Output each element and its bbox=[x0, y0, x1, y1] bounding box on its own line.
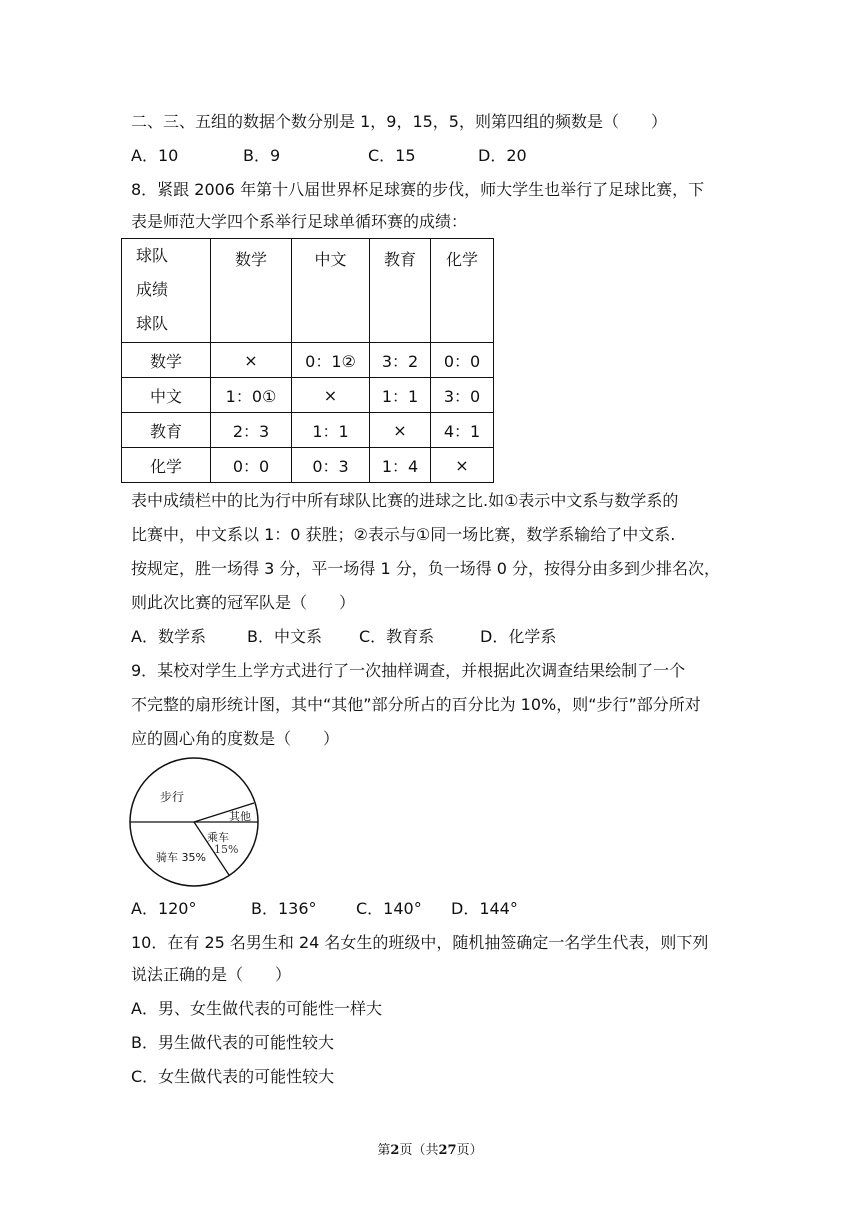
row-header-chemistry: 化学 bbox=[122, 448, 211, 483]
q8-stem-line2: 表是师范大学四个系举行足球单循环赛的成绩： bbox=[131, 212, 468, 231]
q9-option-d: D．144° bbox=[451, 899, 518, 918]
footer-mid: 页（共 bbox=[399, 1143, 439, 1158]
table-row bbox=[122, 413, 494, 448]
q7-option-a: A．10 bbox=[131, 146, 179, 165]
table-cell: 1：4 bbox=[370, 448, 431, 483]
pie-label-walk: 步行 bbox=[160, 790, 185, 804]
pie-chart bbox=[126, 752, 266, 894]
col-header-education: 教育 bbox=[370, 239, 431, 343]
table-corner-cell bbox=[122, 239, 211, 343]
table-cell: × bbox=[292, 378, 370, 413]
corner-label-score: 成绩 bbox=[136, 280, 169, 299]
table-cell: 2：3 bbox=[211, 413, 292, 448]
q8-stem-line1: 8．紧跟 2006 年第十八届世界杯足球赛的步伐，师大学生也举行了足球比赛，下 bbox=[131, 180, 705, 199]
pie-label-bus: 乘车 bbox=[207, 831, 229, 844]
row-header-chinese: 中文 bbox=[122, 378, 211, 413]
q9-stem-line1: 9．某校对学生上学方式进行了一次抽样调查，并根据此次调查结果绘制了一个 bbox=[131, 661, 686, 680]
q9-stem-line3: 应的圆心角的度数是（ ） bbox=[131, 729, 340, 748]
table-cell: 0：0 bbox=[211, 448, 292, 483]
q8-text-line3: 按规定，胜一场得 3 分，平一场得 1 分，负一场得 0 分，按得分由多到少排名次， bbox=[131, 559, 721, 578]
table-row bbox=[122, 378, 494, 413]
col-header-math: 数学 bbox=[211, 239, 292, 343]
footer-suffix: 页） bbox=[456, 1143, 483, 1158]
q10-stem-line2: 说法正确的是（ ） bbox=[131, 965, 292, 984]
footer-prefix: 第 bbox=[377, 1143, 391, 1158]
pie-label-bike: 骑车 35% bbox=[156, 851, 206, 864]
q8-option-b: B．中文系 bbox=[247, 627, 322, 646]
col-header-chemistry: 化学 bbox=[431, 239, 494, 343]
page-footer bbox=[0, 1139, 860, 1158]
q10-option-b: B．男生做代表的可能性较大 bbox=[131, 1033, 334, 1052]
table-cell: 0：3 bbox=[292, 448, 370, 483]
col-header-chinese: 中文 bbox=[292, 239, 370, 343]
table-cell: 3：0 bbox=[431, 378, 494, 413]
pie-label-other: 其他 bbox=[229, 810, 251, 823]
q8-option-c: C．教育系 bbox=[359, 627, 435, 646]
q8-text-line4: 则此次比赛的冠军队是（ ） bbox=[131, 593, 356, 612]
q9-stem-line2: 不完整的扇形统计图，其中“其他”部分所占的百分比为 10%，则“步行”部分所对 bbox=[131, 695, 701, 714]
q7-stem: 二、三、五组的数据个数分别是 1，9，15，5，则第四组的频数是（ ） bbox=[131, 112, 667, 131]
row-header-education: 教育 bbox=[122, 413, 211, 448]
q10-stem-line1: 10．在有 25 名男生和 24 名女生的班级中，随机抽签确定一名学生代表，则下列 bbox=[131, 933, 709, 952]
q7-option-c: C．15 bbox=[368, 146, 416, 165]
table-cell: 1：1 bbox=[370, 378, 431, 413]
corner-label-team-top: 球队 bbox=[136, 246, 169, 265]
score-table bbox=[121, 238, 494, 483]
table-cell: 3：2 bbox=[370, 343, 431, 378]
q9-option-b: B．136° bbox=[251, 899, 317, 918]
q9-option-a: A．120° bbox=[131, 899, 197, 918]
pie-label-bus-pct: 15% bbox=[214, 843, 239, 856]
q8-option-d: D．化学系 bbox=[480, 627, 557, 646]
table-cell: 1：0① bbox=[211, 378, 292, 413]
row-header-math: 数学 bbox=[122, 343, 211, 378]
table-row bbox=[122, 448, 494, 483]
table-cell: × bbox=[370, 413, 431, 448]
table-row bbox=[122, 343, 494, 378]
corner-label-team-left: 球队 bbox=[136, 314, 169, 333]
q7-option-d: D．20 bbox=[478, 146, 527, 165]
footer-page-number: 2 bbox=[390, 1143, 400, 1158]
table-cell: × bbox=[211, 343, 292, 378]
q8-text-line2: 比赛中，中文系以 1：0 获胜；②表示与①同一场比赛，数学系输给了中文系. bbox=[131, 525, 676, 544]
table-cell: 4：1 bbox=[431, 413, 494, 448]
q8-option-a: A．数学系 bbox=[131, 627, 206, 646]
q7-option-b: B．9 bbox=[243, 146, 281, 165]
table-cell: × bbox=[431, 448, 494, 483]
q8-text-line1: 表中成绩栏中的比为行中所有球队比赛的进球之比.如①表示中文系与数学系的 bbox=[131, 491, 679, 510]
q9-option-c: C．140° bbox=[356, 899, 422, 918]
footer-total-pages: 27 bbox=[438, 1143, 457, 1158]
table-cell: 1：1 bbox=[292, 413, 370, 448]
q10-option-c: C．女生做代表的可能性较大 bbox=[131, 1067, 335, 1086]
table-cell: 0：1② bbox=[292, 343, 370, 378]
q10-option-a: A．男、女生做代表的可能性一样大 bbox=[131, 999, 382, 1018]
table-cell: 0：0 bbox=[431, 343, 494, 378]
